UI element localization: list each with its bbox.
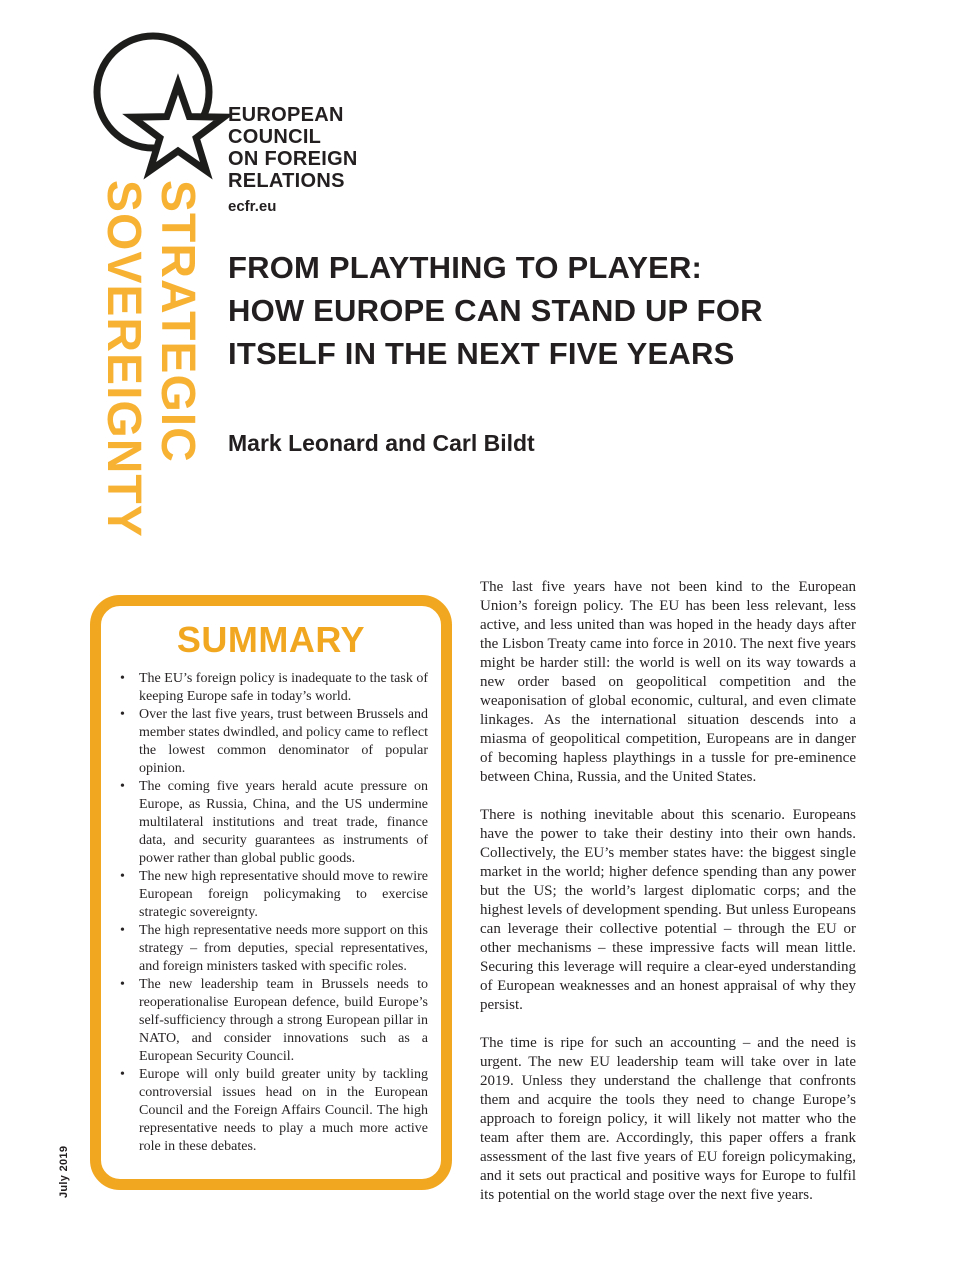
paper-title-line: HOW EUROPE CAN STAND UP FOR (228, 293, 763, 328)
body-paragraph: The last five years have not been kind to the European Union’s foreign policy. The EU has been less relevant, less active, and less united than was hoped in the heady days after the Lisbon Treaty came into force in 2010. The next five years might be harder still: the world is well on its way towards a new order based on geopolitical competition and the weaponisation of global economic, cultural, and even climate linkages. As the international situation descends into a miasma of geopolitical competition, Europeans are in danger of becoming hapless playthings in a tussle for pre-eminence between China, Russia, and the United States. (480, 579, 856, 785)
series-line-sovereignty: SOVEREIGNTY (97, 180, 150, 538)
paper-title-line: ITSELF IN THE NEXT FIVE YEARS (228, 336, 735, 371)
series-line-strategic: STRATEGIC (151, 180, 204, 463)
org-name-line: EUROPEAN (228, 104, 344, 126)
org-name-line: RELATIONS (228, 170, 345, 192)
summary-bullet: • Over the last five years, trust between Brussels and member states dwindled, and policy came to reflect the lowest common denominator of popular opinion. (114, 706, 428, 778)
ecfr-logo-icon (90, 30, 230, 182)
body-paragraph: The time is ripe for such an accounting – and the need is urgent. The new EU leadership team will take over in late 2019. Unless they understand the challenge that confronts them and acquire the tools they need to change Europe’s approach to foreign policy, it will likely not matter who the team after them are. Accordingly, this paper offers a frank assessment of the last five years of EU foreign policymaking, and it sets out practical and positive ways for Europe to fulfil its potential on the world stage over the next five years. (480, 1035, 856, 1203)
org-name-line: ON FOREIGN (228, 148, 358, 170)
summary-bullet: • The new high representative should move to rewire European foreign policymaking to exercise strategic sovereignty. (114, 868, 428, 922)
summary-list (114, 670, 428, 1156)
summary-bullet: • The high representative needs more support on this strategy – from deputies, special representatives, and foreign ministers tasked with specific roles. (114, 922, 428, 976)
authors: Mark Leonard and Carl Bildt (228, 430, 535, 456)
body-paragraph: There is nothing inevitable about this scenario. Europeans have the power to take their destiny into their own hands. Collectively, the EU’s member states have: the biggest single market in the world; higher defence spending than any power but the US; the world’s largest diplomatic corps; and the highest levels of development spending. But unless Europeans can leverage their collective potential – through the EU or other mechanisms – these impressive facts will mean little. Securing this leverage will require a clear-eyed understanding of European weaknesses and an honest appraisal of why they persist. (480, 807, 856, 1013)
summary-bullet: • The new leadership team in Brussels needs to reoperationalise European defence, build Europe’s self-sufficiency through a strong European pillar in NATO, and consider innovations such as a European Security Council. (114, 976, 428, 1066)
paper-title-line: FROM PLAYTHING TO PLAYER: (228, 250, 703, 285)
publication-date: July 2019 (58, 1145, 70, 1198)
summary-bullet: • Europe will only build greater unity by tackling controversial issues head on in the European Council and the Foreign Affairs Council. The high representative needs to play a much more active role in these debates. (114, 1066, 428, 1156)
series-banner (96, 180, 204, 538)
org-website: ecfr.eu (228, 198, 277, 215)
body-column (480, 578, 856, 1224)
summary-bullet: • The EU’s foreign policy is inadequate to the task of keeping Europe safe in today’s world. (114, 670, 428, 706)
summary-box (90, 595, 452, 1190)
summary-heading: SUMMARY (176, 619, 366, 660)
summary-bullet: • The coming five years herald acute pressure on Europe, as Russia, China, and the US undermine multilateral institutions and treat trade, finance data, and security guarantees as instruments of power rather than global public goods. (114, 778, 428, 868)
paper-title (228, 246, 763, 375)
org-name-line: COUNCIL (228, 126, 322, 148)
org-name (228, 104, 358, 192)
